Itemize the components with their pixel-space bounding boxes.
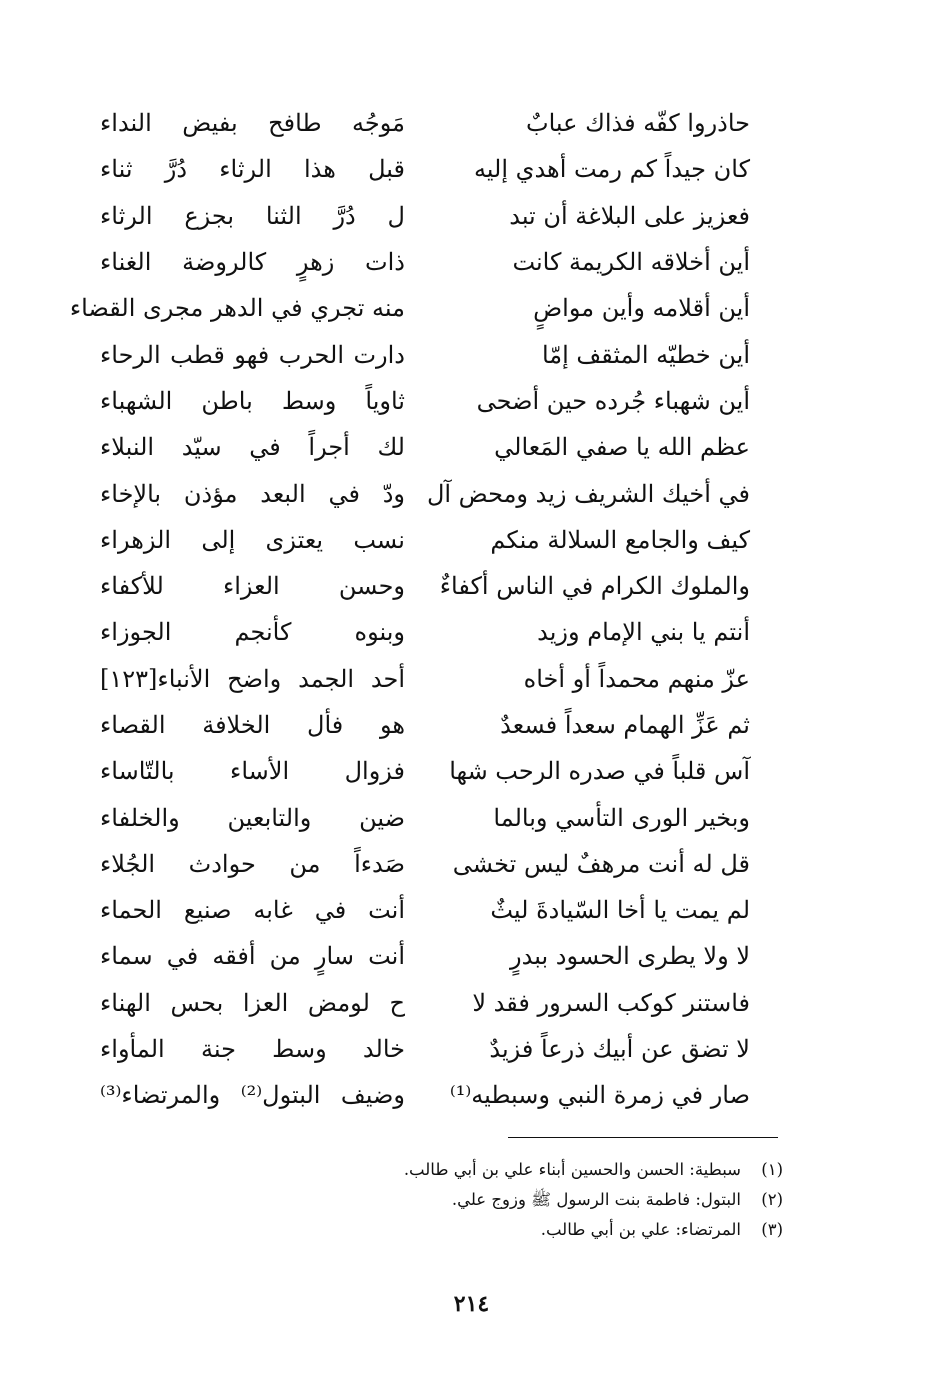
verse-second-hemistich: مَوجُه طافح بفيض النداء xyxy=(100,109,405,138)
verse-line xyxy=(100,702,750,748)
verse-first-hemistich: لم يمت يا أخا السّيادةَ ليثٌ xyxy=(490,896,750,925)
verse-first-hemistich: كان جيداً كم رمت أهدي إليه xyxy=(473,155,750,184)
verse-second-hemistich: وبنوه كأنجم الجوزاء xyxy=(100,618,405,647)
verse-second-hemistich: ذات زهرٍ كالروضة الغناء xyxy=(100,248,405,277)
verse-line xyxy=(100,146,750,192)
verse-line xyxy=(100,1072,750,1118)
footnote-number: (٢) xyxy=(761,1190,783,1209)
verse-first-hemistich: لا تضق عن أبيك ذرعاً فزيدٌ xyxy=(489,1035,750,1064)
verse-second-hemistich: قبل هذا الرثاء دُرَّ ثناء xyxy=(100,155,405,184)
verse-line xyxy=(100,239,750,285)
footnote-number: (٣) xyxy=(761,1220,783,1239)
verse-first-hemistich: حاذروا كفّه فذاك عبابٌ xyxy=(526,109,750,138)
verse-first-hemistich: في أخيك الشريف زيد ومحض آل xyxy=(426,479,750,508)
verse-second-hemistich: دارت الحرب فهو قطب الرحاء xyxy=(100,340,405,369)
verse-second-hemistich: نسب يعتزى إلى الزهراء xyxy=(100,525,405,554)
footnote xyxy=(183,1215,783,1245)
verse-second-hemistich: صَدءاً من حوادث الجُلاء xyxy=(100,849,405,878)
page-number: ٢١٤ xyxy=(453,1291,490,1317)
verse-line xyxy=(100,470,750,516)
verse-line xyxy=(100,193,750,239)
verse-second-hemistich: فزوال الأساء بالتّاساء xyxy=(100,757,405,786)
verse-first-hemistich: عزّ منهم محمداً أو أخاه xyxy=(523,664,750,693)
verse-first-hemistich: أين أخلاقه الكريمة كانت xyxy=(512,248,750,277)
verse-line xyxy=(100,794,750,840)
verse-second-hemistich: منه تجري في الدهر مجرى القضاء xyxy=(69,294,405,323)
verse-second-hemistich: ل دُرَّ الثنا بجزع الرثاء xyxy=(100,201,405,230)
poem-verses xyxy=(69,100,750,1119)
verse-second-hemistich: لك أجراً في سيّد النبلاء xyxy=(100,433,405,462)
verse-first-hemistich: والملوك الكرام في الناس أكفاءٌ xyxy=(439,572,750,601)
verse-first-hemistich: قل له أنت مرهفٌ ليس تخشى xyxy=(452,849,750,878)
verse-second-hemistich: ثاوياً وسط باطن الشهباء xyxy=(100,386,405,415)
footnote-separator xyxy=(508,1137,778,1138)
verse-first-hemistich: وبخير الورى التأسي وبالما xyxy=(493,803,750,832)
verse-line xyxy=(100,563,750,609)
verse-first-hemistich: آس قلباً في صدره الرحب شها xyxy=(449,757,750,786)
verse-second-hemistich: ودّ في البعد مؤذن بالإخاء xyxy=(100,479,405,508)
verse-second-hemistich: أنت سارٍ من أفقه في سماء xyxy=(100,942,405,971)
verse-line xyxy=(100,841,750,887)
verse-first-hemistich: ثم عَزِّ الهمام سعداً فسعدٌ xyxy=(500,711,750,739)
verse-first-hemistich: عظم الله يا صفي المَعالي xyxy=(494,433,750,462)
verse-line xyxy=(100,1026,750,1072)
footnote-text: المرتضاء: علي بن أبي طالب. xyxy=(540,1220,741,1239)
verse-second-hemistich: ضين والتابعين والخلفاء xyxy=(100,803,405,832)
verse-first-hemistich: لا ولا يطرى الحسود ببدرٍ xyxy=(510,942,750,971)
verse-line xyxy=(100,100,750,146)
verse-first-hemistich: أين خطيّه المثقف إمّا xyxy=(541,340,750,369)
verse-first-hemistich: أنتم يا بني الإمام وزيد xyxy=(537,618,750,647)
verse-first-hemistich: فاستنر كوكب السرور فقد لا xyxy=(472,988,750,1017)
verse-second-hemistich: ح لومض العزا بحس الهناء xyxy=(100,988,405,1017)
verse-line xyxy=(100,424,750,470)
verse-line xyxy=(100,933,750,979)
footnote-number: (١) xyxy=(761,1160,783,1179)
verse-line xyxy=(100,656,750,702)
verse-line xyxy=(100,980,750,1026)
verse-line xyxy=(100,609,750,655)
footnote-text: البتول: فاطمة بنت الرسول ﷺ وزوج علي. xyxy=(451,1190,741,1209)
verse-line xyxy=(100,887,750,933)
verse-second-hemistich: أحد الجمد واضح الأنباء[١٢٣] xyxy=(100,664,405,693)
verse-line xyxy=(100,331,750,377)
verse-first-hemistich: أين شهباء جُرده حين أضحى xyxy=(476,386,750,415)
footnote-text: سبطية: الحسن والحسين أبناء علي بن أبي طالب. xyxy=(403,1160,741,1179)
verse-second-hemistich: خالد وسط جنة المأواء xyxy=(100,1035,405,1064)
footnotes xyxy=(183,1155,783,1245)
verse-first-hemistich: صار في زمرة النبي وسبطيه⁽¹⁾ xyxy=(449,1081,750,1110)
verse-second-hemistich: أنت في غابه صنيع الحماء xyxy=(100,896,405,925)
footnote xyxy=(183,1185,783,1215)
verse-line xyxy=(100,748,750,794)
verse-line xyxy=(69,285,750,331)
verse-second-hemistich: وحسن العزاء للأكفاء xyxy=(100,572,405,601)
verse-second-hemistich: هو فأل الخلافة القصاء xyxy=(100,711,405,739)
verse-first-hemistich: فعزيز على البلاغة أن تبد xyxy=(509,201,750,230)
verse-first-hemistich: كيف والجامع السلالة منكم xyxy=(490,525,750,554)
verse-line xyxy=(100,378,750,424)
verse-second-hemistich: وضيف البتول⁽²⁾ والمرتضاء⁽³⁾ xyxy=(100,1081,405,1110)
verse-first-hemistich: أين أقلامه وأين مواضٍ xyxy=(533,294,750,323)
footnote xyxy=(183,1155,783,1185)
verse-line xyxy=(100,517,750,563)
